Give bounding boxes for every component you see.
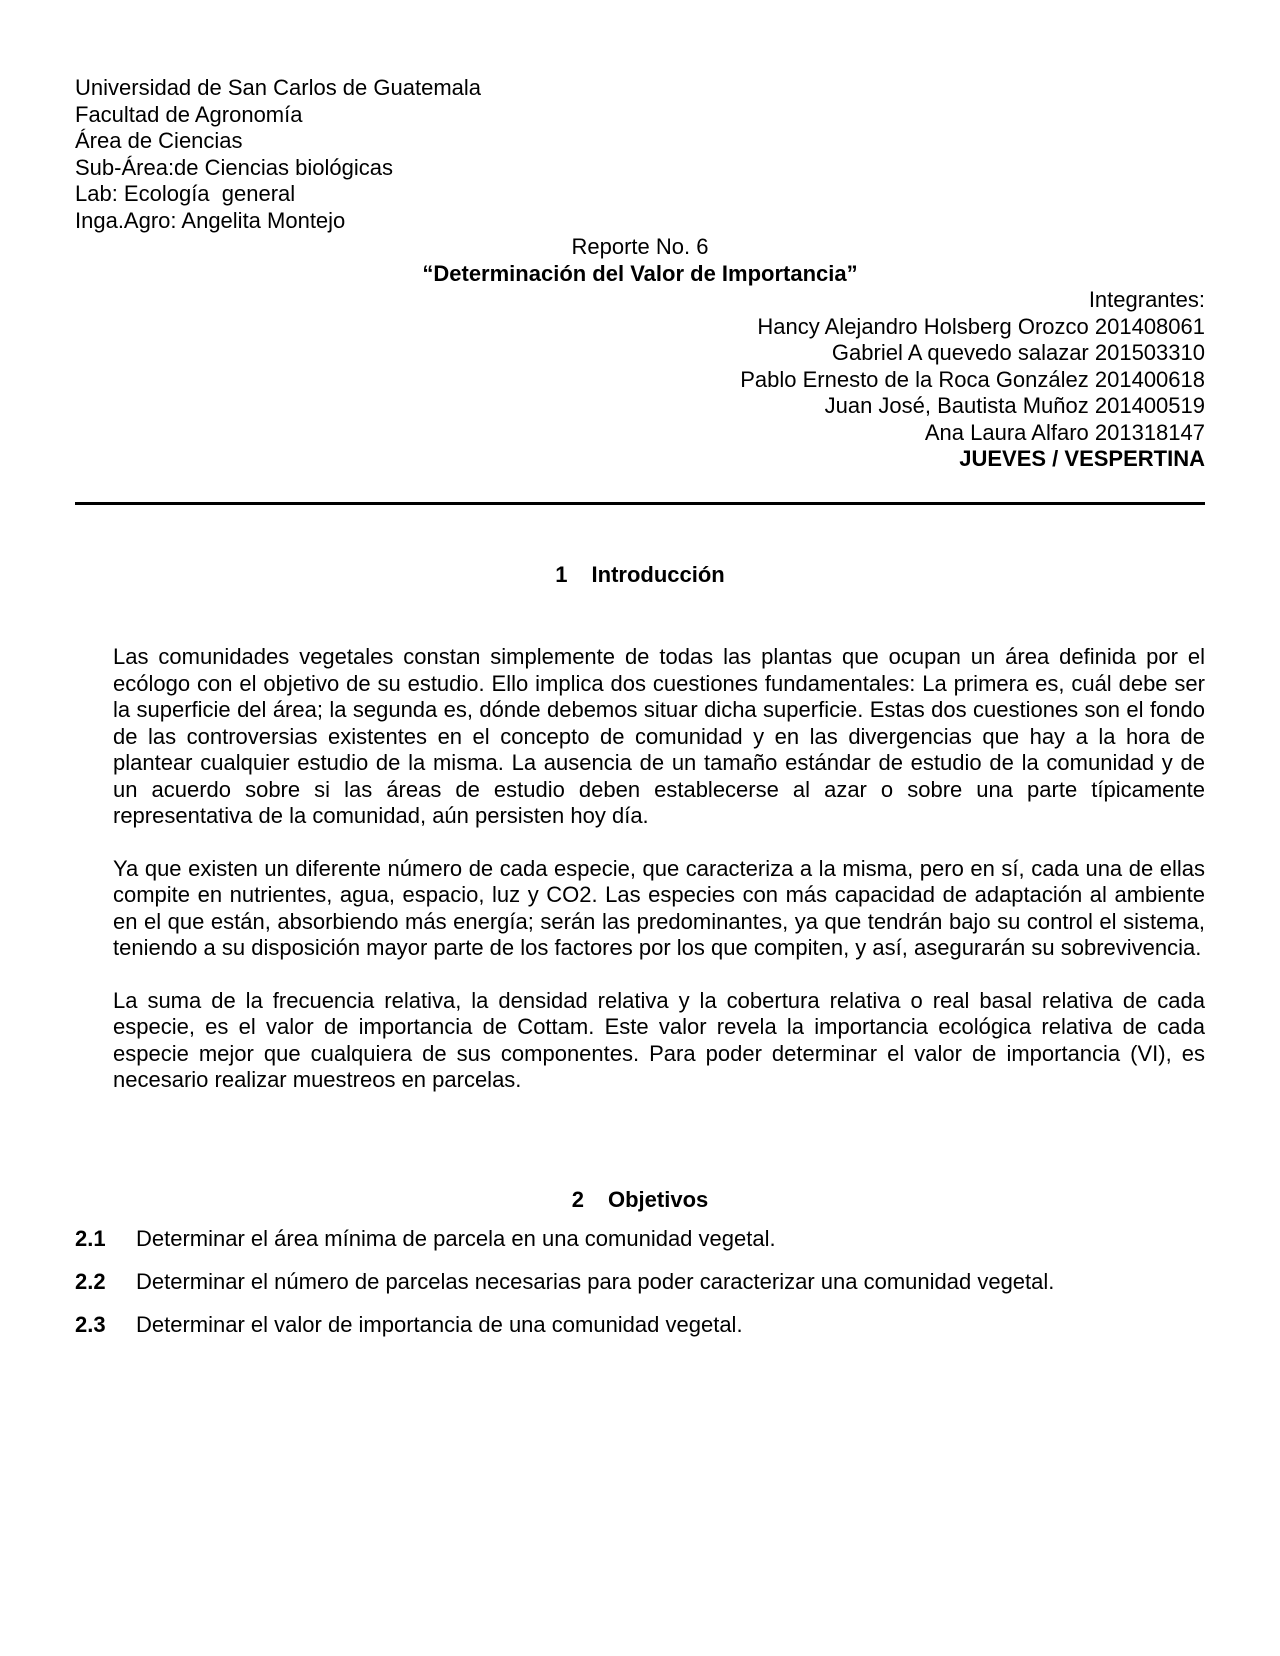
section-title: Objetivos — [608, 1187, 709, 1212]
member-name: Ana Laura Alfaro 201318147 — [924, 419, 1205, 445]
member-name: Gabriel A quevedo salazar 201503310 — [831, 340, 1205, 365]
section-heading-objectives — [75, 1187, 1205, 1213]
area-name: Área de Ciencias — [75, 128, 243, 153]
document-header — [75, 75, 1205, 473]
report-number: Reporte No. 6 — [571, 234, 709, 259]
intro-paragraph: Las comunidades vegetales constan simplemente de todas las plantas que ocupan un área definida por el ecólogo con el objetivo de su estudio. Ello implica dos cuestiones fundamentales: La primera es, cuál debe ser la superficie del área; la segunda es, dónde debemos situar dicha superficie. Estas dos cuestiones son el fondo de las controversias existentes en el concepto de comunidad y en las divergencias que hay a la hora de plantear cualquier estudio de la misma. La ausencia de un tamaño estándar de estudio de la comunidad y de un acuerdo sobre si las áreas de estudio deben establecerse al azar o sobre una parte típicamente representativa de la comunidad, aún persisten hoy día. — [113, 644, 1205, 828]
members-block — [75, 287, 1205, 473]
objectives-list — [75, 1226, 1205, 1355]
section-number: 1 — [555, 562, 568, 587]
lab-name: Lab: Ecología general — [75, 181, 296, 206]
objective-number: 2.2 — [75, 1269, 106, 1294]
section-heading-introduction — [75, 562, 1205, 588]
intro-paragraph: La suma de la frecuencia relativa, la densidad relativa y la cobertura relativa o real basal relativa de cada especie, es el valor de importancia de Cottam. Este valor revela la importancia ecológica relativa de cada especie mejor que cualquiera de sus componentes. Para poder determinar el valor de importancia (VI), es necesario realizar muestreos en parcelas. — [113, 987, 1205, 1092]
objective-text: Determinar el valor de importancia de una comunidad vegetal. — [136, 1312, 743, 1337]
section-number: 2 — [571, 1187, 584, 1212]
objective-item — [75, 1226, 1205, 1252]
objective-item — [75, 1312, 1205, 1338]
objective-number: 2.1 — [75, 1226, 106, 1251]
member-name: Juan José, Bautista Muñoz 201400519 — [824, 393, 1205, 418]
objective-text: Determinar el número de parcelas necesarias para poder caracterizar una comunidad vegetal. — [136, 1269, 1055, 1294]
objective-item — [75, 1269, 1205, 1295]
section-title: Introducción — [591, 562, 725, 587]
member-name: Pablo Ernesto de la Roca González 201400618 — [740, 366, 1205, 392]
subarea-name: Sub-Área:de Ciencias biológicas — [75, 154, 393, 180]
report-title: “Determinación del Valor de Importancia” — [422, 260, 858, 286]
member-name: Hancy Alejandro Holsberg Orozco 201408061 — [757, 313, 1205, 339]
members-label: Integrantes: — [1088, 287, 1205, 312]
faculty-name: Facultad de Agronomía — [75, 101, 303, 127]
university-name: Universidad de San Carlos de Guatemala — [75, 75, 482, 100]
introduction-body — [113, 644, 1205, 1120]
instructor-name: Inga.Agro: Angelita Montejo — [75, 207, 346, 233]
intro-paragraph: Ya que existen un diferente número de cada especie, que caracteriza a la misma, pero en sí, cada una de ellas compite en nutrientes, agua, espacio, luz y CO2. Las especies con más capacidad de adaptación al ambiente en el que están, absorbiendo más energía; serán las predominantes, ya que tendrán bajo su control el sistema, teniendo a su disposición mayor parte de los factores por los que compiten, y así, asegurarán su sobrevivencia. — [113, 855, 1205, 960]
objective-number: 2.3 — [75, 1312, 106, 1337]
header-divider — [75, 502, 1205, 505]
schedule-label: JUEVES / VESPERTINA — [959, 446, 1205, 471]
objective-text: Determinar el área mínima de parcela en una comunidad vegetal. — [136, 1226, 776, 1251]
